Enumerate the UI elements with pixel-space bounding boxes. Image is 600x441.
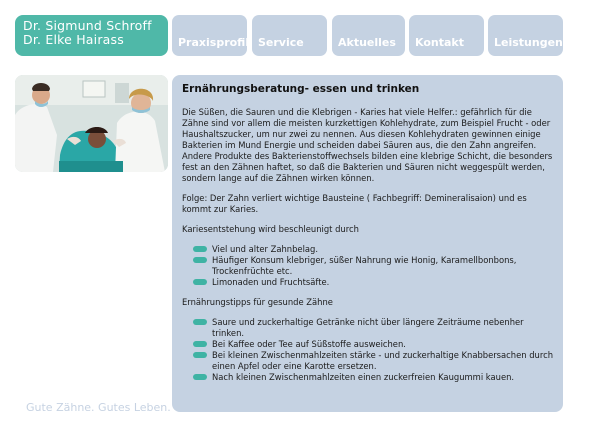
list-item: Viel und alter Zahnbelag. bbox=[182, 244, 553, 255]
bullet-icon bbox=[193, 352, 207, 358]
caries-heading: Kariesentstehung wird beschleunigt durch bbox=[182, 224, 359, 234]
nav-tab-kontakt[interactable]: Kontakt bbox=[409, 15, 484, 56]
intro-paragraph: Die Süßen, die Sauren und die Klebrigen - Karies hat viele Helfer.: gefährlich für die Zähne sind vor allem die meisten kurzkettigen Kohlehydrate, zum Beispiel Frucht - oder Haushaltszucker, um nur zwei zu nennen. Aus diesen Kohlehydraten gewinnen einige Bakterien im Mund Energie und scheiden dabei Säuren aus, die den Zahn angreifen. Andere Produkte des Bakterienstoffwechsels bilden eine klebrige Schicht, die besonders fest an den Zähnen haftet, so daß die Bakterien und Säuren nicht weggespült werden, sondern lange auf die Zähnen wirken können. bbox=[182, 107, 553, 183]
list-item: Saure und zuckerhaltige Getränke nicht über längere Zeiträume nebenher trinken. bbox=[182, 317, 553, 339]
consequence-paragraph: Folge: Der Zahn verliert wichtige Bausteine ( Fachbegriff: Demineralisaion) und es kommt zur Karies. bbox=[182, 193, 527, 214]
photo-illustration bbox=[15, 75, 168, 172]
nutrition-tips-list bbox=[182, 317, 553, 383]
bullet-icon bbox=[193, 341, 207, 347]
bullet-icon bbox=[193, 279, 207, 285]
list-item: Nach kleinen Zwischenmahlzeiten einen zuckerfreien Kaugummi kauen. bbox=[182, 372, 553, 383]
list-item: Bei kleinen Zwischenmahlzeiten stärke - und zuckerhaltige Knabbersachen durch einen Apfel oder eine Karotte ersetzen. bbox=[182, 350, 553, 372]
content-panel bbox=[172, 75, 563, 412]
logo-line-1: Dr. Sigmund Schroff bbox=[23, 18, 152, 33]
list-item: Limonaden und Fruchtsäfte. bbox=[182, 277, 553, 288]
practice-logo[interactable] bbox=[15, 15, 168, 56]
nav-tab-aktuelles[interactable]: Aktuelles bbox=[332, 15, 405, 56]
list-item: Bei Kaffee oder Tee auf Süßstoffe ausweichen. bbox=[182, 339, 553, 350]
bullet-icon bbox=[193, 374, 207, 380]
bullet-icon bbox=[193, 246, 207, 252]
logo-line-2: Dr. Elke Hairass bbox=[23, 32, 124, 47]
page-title: Ernährungsberatung- essen und trinken bbox=[182, 83, 420, 95]
bullet-icon bbox=[193, 257, 207, 263]
list-item: Häufiger Konsum klebriger, süßer Nahrung wie Honig, Karamellbonbons, Trockenfrüchte etc. bbox=[182, 255, 553, 277]
nav-tab-service[interactable]: Service bbox=[252, 15, 327, 56]
nutrition-tips-heading: Ernährungstipps für gesunde Zähne bbox=[182, 297, 333, 307]
footer-tagline: Gute Zähne. Gutes Leben. bbox=[26, 401, 171, 414]
bullet-icon bbox=[193, 319, 207, 325]
caries-factors-list bbox=[182, 244, 553, 288]
dental-treatment-photo bbox=[15, 75, 168, 172]
nav-tab-leistungen[interactable]: Leistungen bbox=[488, 15, 563, 56]
nav-tab-praxisprofil[interactable]: Praxisprofil bbox=[172, 15, 247, 56]
